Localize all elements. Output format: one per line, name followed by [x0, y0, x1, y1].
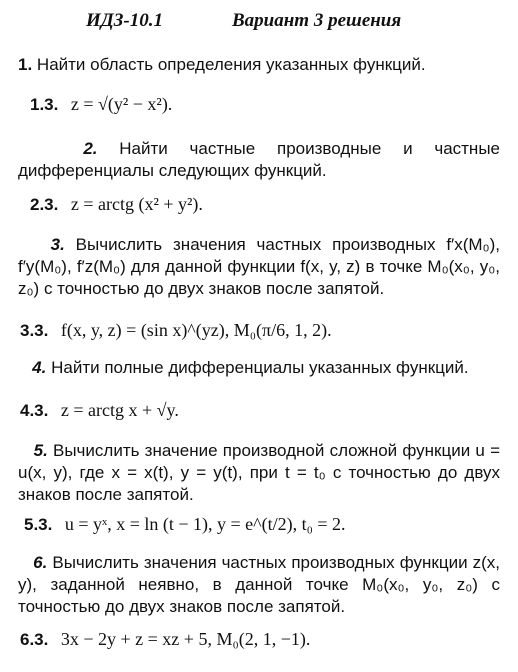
- task-1: [18, 54, 500, 76]
- problem-2: [30, 192, 500, 217]
- problem-number: 4.3.: [20, 401, 49, 420]
- problem-expression: 3x − 2y + z = xz + 5, M₀(2, 1, −1).: [60, 629, 311, 649]
- problem-expression: z = √(y² − x²).: [70, 94, 173, 114]
- problem-1: [30, 92, 500, 117]
- task-text: Вычислить значение производной сложной функции u = u(x, y), где x = x(t), y = y(t), при t = t₀ с точностью до двух знаков после запятой.: [18, 441, 500, 504]
- problem-5: [24, 512, 500, 537]
- task-text: Найти область определения указанных функций.: [36, 55, 426, 74]
- problem-expression: z = arctg x + √y.: [60, 400, 179, 420]
- task-text: Вычислить значения частных производных f′x(M₀), f′y(M₀), f′z(M₀) для данной функции f(x, y, z) в точке M₀(x₀, y₀, z₀) с точностью до двух знаков после запятой.: [18, 235, 500, 298]
- task-text: Найти частные производные и частные дифференциалы следующих функций.: [18, 139, 500, 180]
- problem-number: 5.3.: [24, 515, 53, 534]
- task-4: [18, 357, 500, 379]
- problem-6: [20, 627, 500, 652]
- task-5: [18, 440, 500, 506]
- task-number: 6.: [33, 553, 48, 572]
- task-number: 3.: [50, 235, 65, 254]
- task-number: 5.: [33, 441, 48, 460]
- task-text: Найти полные дифференциалы указанных функций.: [51, 358, 469, 377]
- task-6: [18, 552, 500, 618]
- task-number: 4.: [32, 358, 47, 377]
- task-text: Вычислить значения частных производных функции z(x, y), заданной неявно, в данной точке M₀(x₀, y₀, z₀) с точностью до двух знаков после запятой.: [18, 553, 500, 616]
- task-2: [18, 138, 500, 182]
- task-number: 1.: [18, 55, 33, 74]
- problem-number: 6.3.: [20, 630, 49, 649]
- variant-title: Вариант 3 решения: [232, 10, 402, 31]
- problem-4: [20, 398, 500, 423]
- problem-expression: z = arctg (x² + y²).: [70, 194, 203, 214]
- problem-number: 2.3.: [30, 195, 59, 214]
- problem-number: 3.3.: [20, 321, 49, 340]
- task-number: 2.: [83, 139, 98, 158]
- problem-expression: u = yˣ, x = ln (t − 1), y = e^(t/2), t₀ = 2.: [64, 514, 346, 534]
- task-3: [18, 234, 500, 300]
- problem-3: [20, 318, 500, 343]
- problem-number: 1.3.: [30, 95, 59, 114]
- document-code: ИДЗ-10.1: [86, 10, 164, 31]
- problem-expression: f(x, y, z) = (sin x)^(yz), M₀(π/6, 1, 2).: [60, 320, 332, 340]
